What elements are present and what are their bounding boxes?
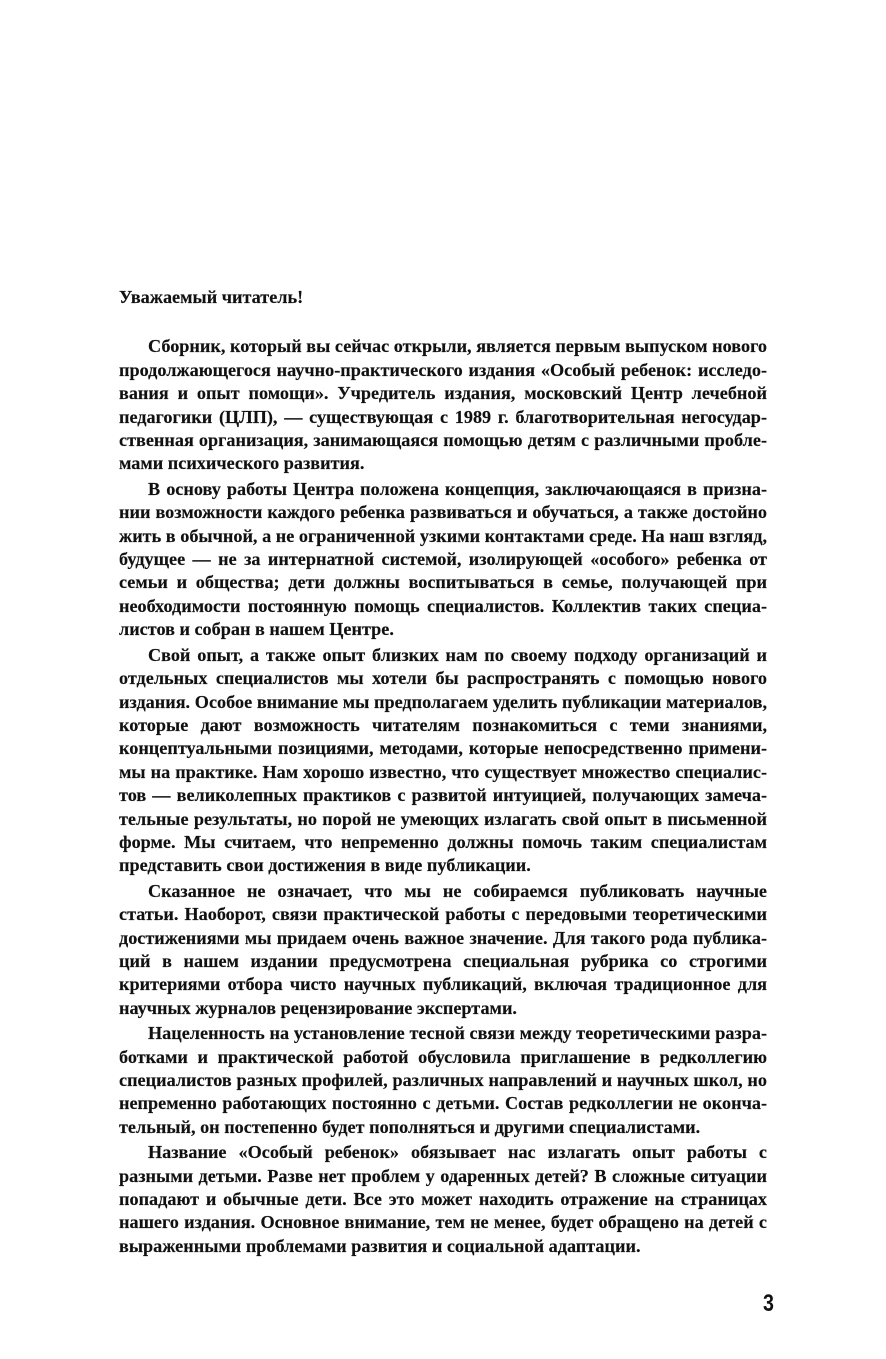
greeting-heading: Уважаемый читатель! bbox=[119, 287, 304, 307]
page-number: 3 bbox=[763, 1290, 774, 1317]
paragraph-1: Сборник, который вы сейчас открыли, является первым выпуском нового продолжающегося научно-практического издания «Особый ребенок: исследования и опыт помощи». Учредитель издания, московский Центр лечебной педагогики (ЦЛП), — существующая с 1989 г. благотворительная негосударственная организация, занимающаяся помощью детям с различными проблемами психического развития. bbox=[119, 336, 767, 474]
paragraph-6: Название «Особый ребенок» обязывает нас излагать опыт работы с разными детьми. Разве нет проблем у одаренных детей? В сложные ситуации попадают и обычные дети. Все это может находить отражение на страницах нашего издания. Основное внимание, тем не менее, будет обращено на детей с выраженными проблемами развития и социальной адаптации. bbox=[119, 1142, 767, 1256]
paragraph-2: В основу работы Центра положена концепция, заключающаяся в признании возможности каждого ребенка развиваться и обучаться, а также достойно жить в обычной, а не ограниченной узкими контактами среде. На наш взгляд, будущее — не за интернатной системой, изолирующей «особого» ребенка от семьи и общества; дети должны воспитываться в семье, получающей при необходимости постоянную помощь специалистов. Коллектив таких специалистов и собран в нашем Центре. bbox=[119, 478, 767, 640]
paragraph-5: Нацеленность на установление тесной связи между теоретическими разработками и практической работой обусловила приглашение в редколлегию специалистов разных профилей, различных направлений и научных школ, но непременно работающих постоянно с детьми. Состав редколлегии не окончательный, он постепенно будет пополняться и другими специалистами. bbox=[119, 1023, 767, 1137]
paragraph-4: Сказанное не означает, что мы не собираемся публиковать научные статьи. Наоборот, связи практической работы с передовыми теоретическими достижениями мы придаем очень важное значение. Для такого рода публикаций в нашем издании предусмотрена специальная рубрика со строгими критериями отбора чисто научных публикаций, включая традиционное для научных журналов рецензирование экспертами. bbox=[119, 880, 767, 1018]
page-body bbox=[119, 286, 767, 1260]
paragraph-3: Свой опыт, а также опыт близких нам по своему подходу организаций и отдельных специалистов мы хотели бы распространять с помощью нового издания. Особое внимание мы предполагаем уделить публикации материалов, которые дают возможность читателям познакомиться с теми знаниями, концептуальными позициями, методами, которые непосредственно применимы на практике. Нам хорошо известно, что существует множество специалистов — великолепных практиков с развитой интуицией, получающих замечательные результаты, но порой не умеющих излагать свой опыт в письменной форме. Мы считаем, что непременно должны помочь таким специалистам представить свои достижения в виде публикации. bbox=[119, 644, 767, 876]
